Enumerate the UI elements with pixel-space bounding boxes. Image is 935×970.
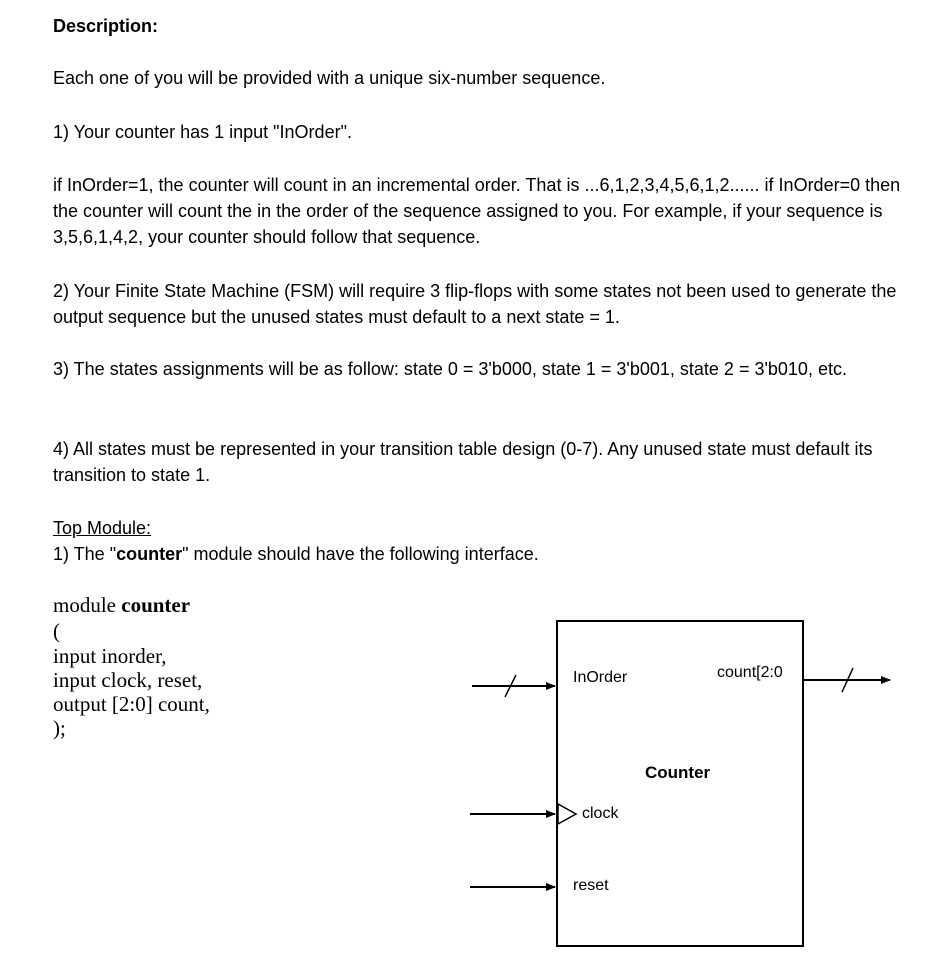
code-close-paren: ); (53, 716, 66, 740)
counter-block-label: Counter (645, 763, 711, 782)
item-4: 4) All states must be represented in your transition table design (0-7). Any unused state must default its transition to state 1. (53, 439, 873, 485)
top-module-heading: Top Module: (53, 518, 152, 538)
item-2: 2) Your Finite State Machine (FSM) will require 3 flip-flops with some states not been used to generate the output sequence but the unused states must default to a next state = 1. (53, 281, 897, 327)
item-1: 1) Your counter has 1 input "InOrder". (53, 122, 352, 142)
code-line-clock-reset: input clock, reset, (53, 668, 203, 692)
description-heading: Description: (53, 16, 159, 36)
intro-paragraph: Each one of you will be provided with a unique six-number sequence. (53, 68, 606, 88)
code-line-output: output [2:0] count, (53, 692, 210, 716)
inorder-paragraph: if InOrder=1, the counter will count in an incremental order. That is ...6,1,2,3,4,5,6,1,2...... if InOrder=0 then the counter will count the in the order of the sequence assigned to you. For example, if your sequence is 3,5,6,1,4,2, your counter should follow that sequence. (53, 175, 901, 247)
clock-label: clock (582, 805, 619, 822)
code-open-paren: ( (53, 619, 60, 643)
code-keyword: module (53, 593, 122, 617)
top-module-line-bold: counter (116, 544, 183, 564)
top-module-line-suffix: " module should have the following interface. (182, 544, 539, 564)
code-line-inorder: input inorder, (53, 644, 167, 668)
inorder-label: InOrder (573, 669, 628, 686)
code-module-name: counter (121, 593, 191, 617)
count-label: count[2:0 (717, 664, 783, 681)
reset-label: reset (573, 877, 609, 894)
top-module-line-prefix: 1) The " (53, 544, 117, 564)
item-3: 3) The states assignments will be as follow: state 0 = 3'b000, state 1 = 3'b001, state 2 = 3'b010, etc. (53, 359, 847, 379)
